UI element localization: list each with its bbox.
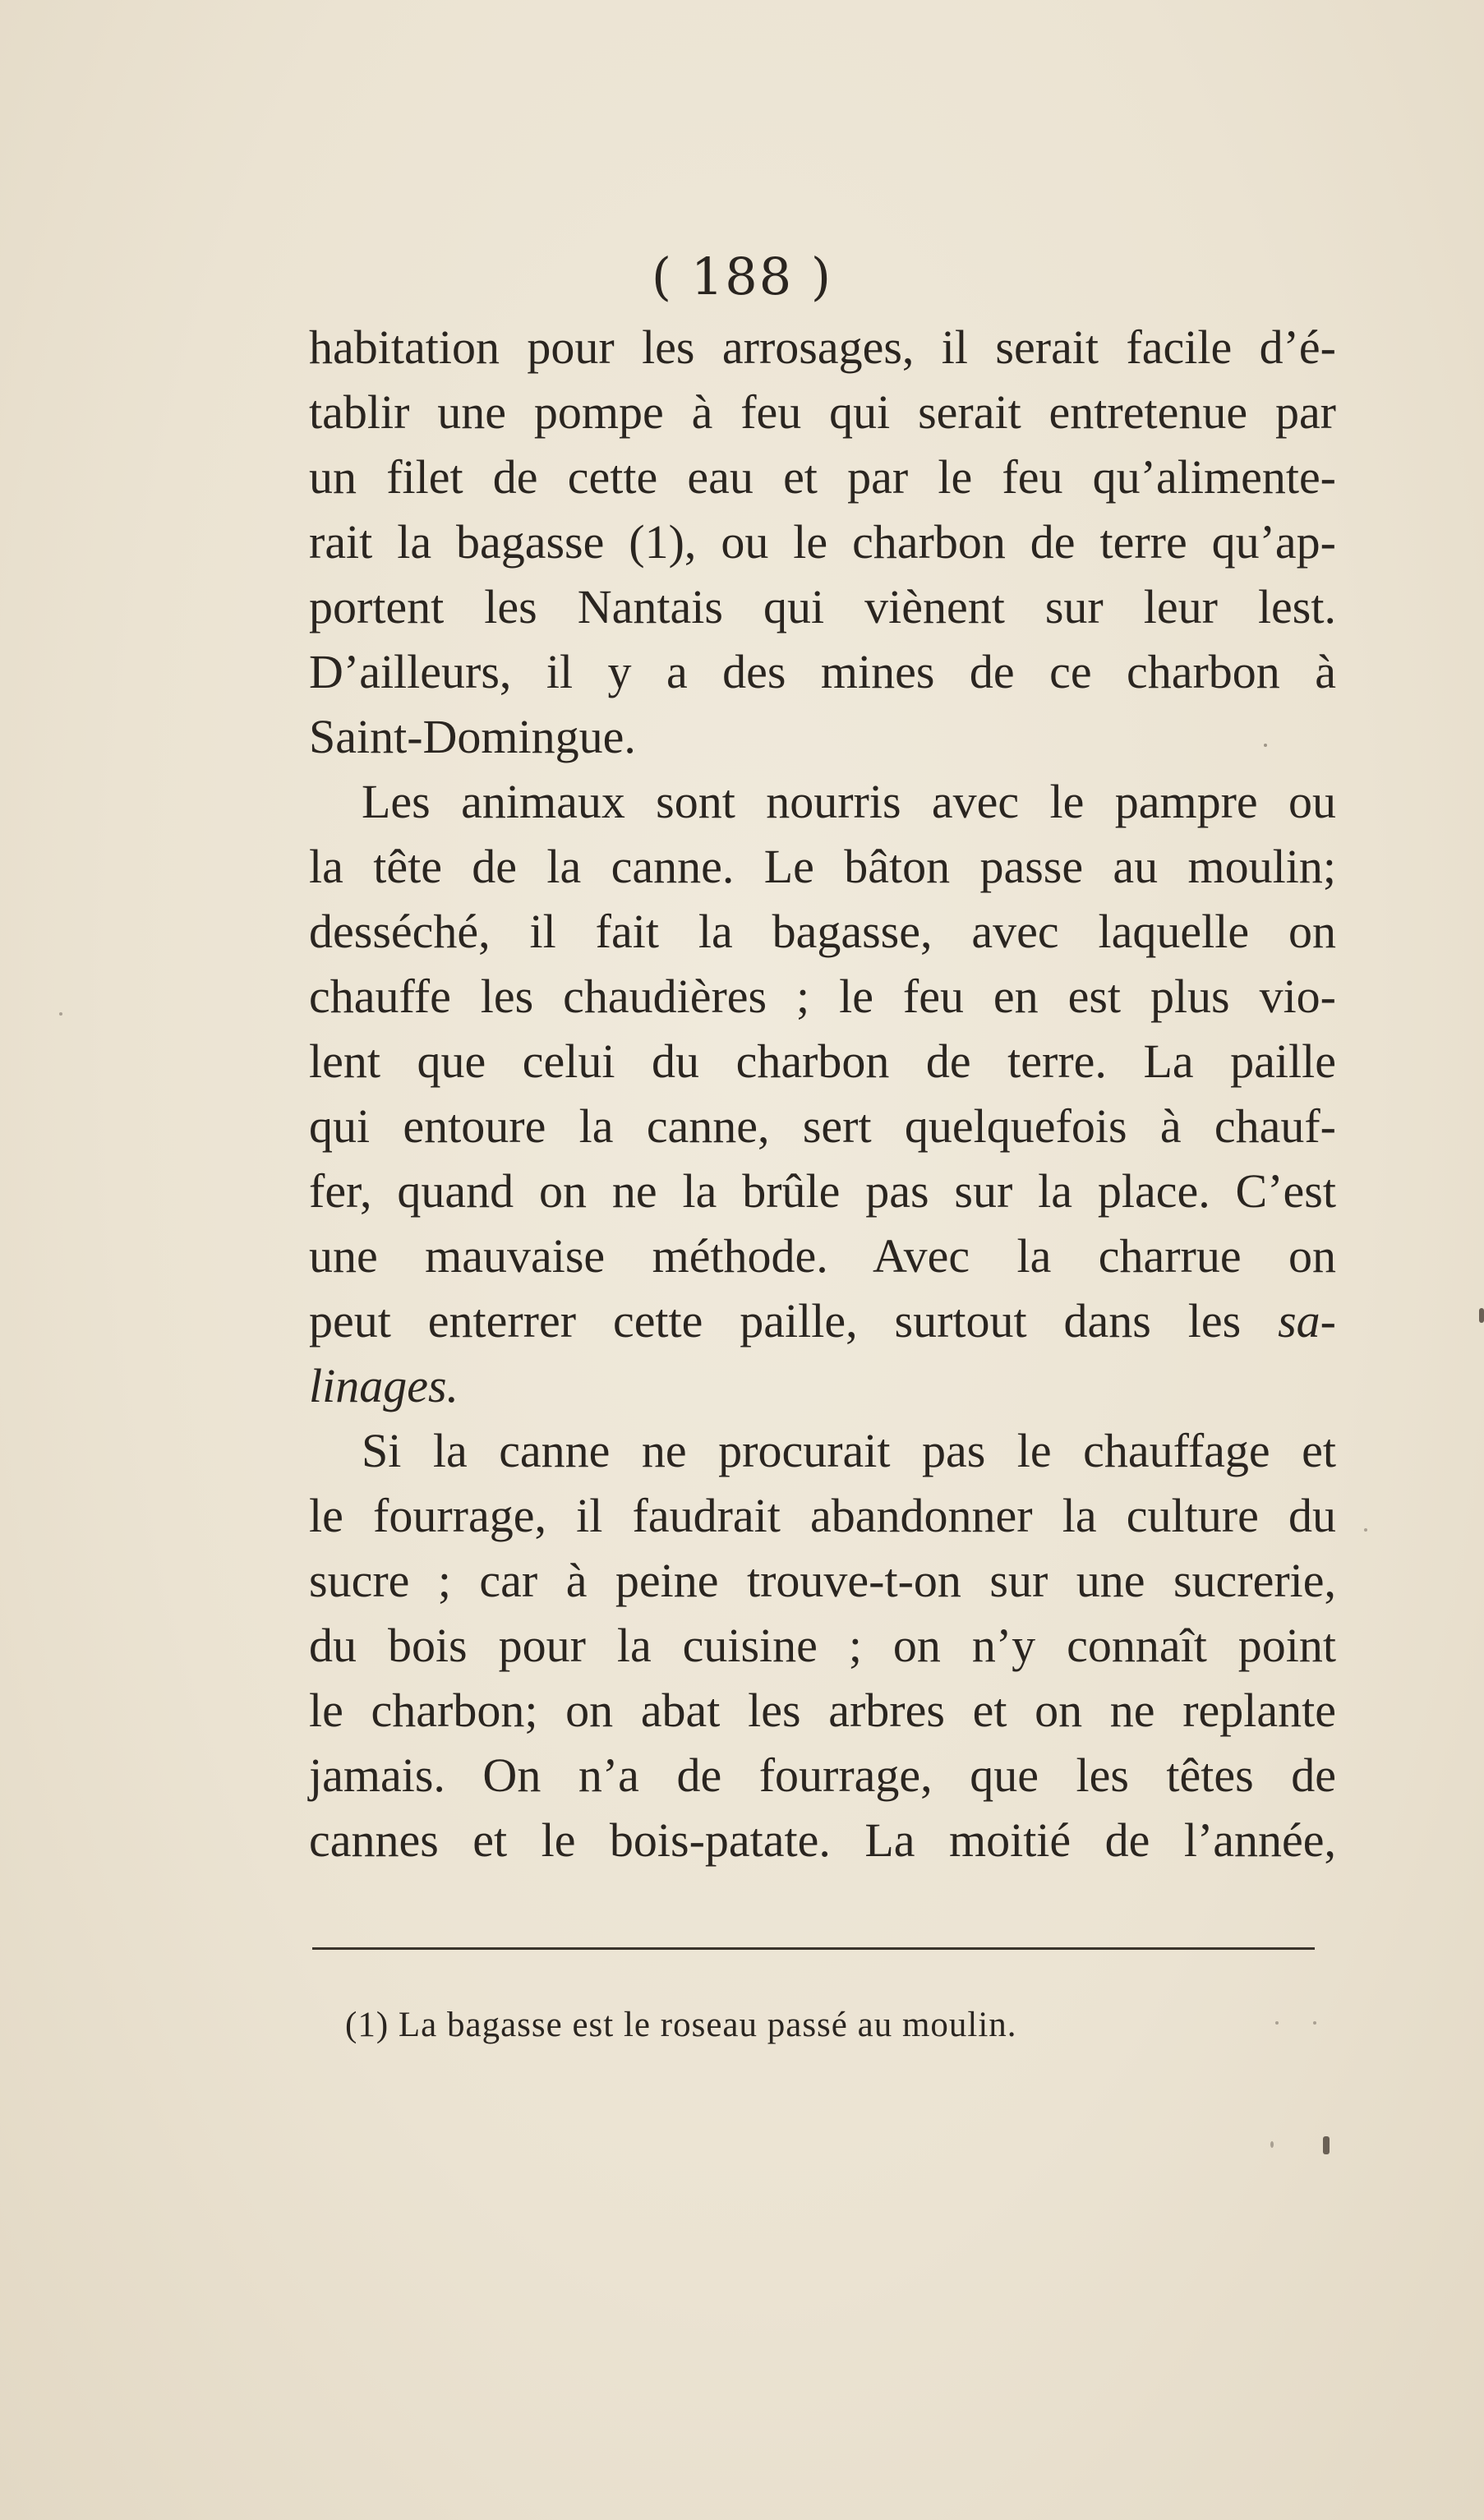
text-line: cannes et le bois-patate. La moitié de l’année,: [309, 1813, 1336, 1867]
paper-speck: [1364, 1528, 1367, 1532]
text-line: un filet de cette eau et par le feu qu’alimente-: [309, 450, 1336, 504]
paper-speck: [59, 1012, 62, 1016]
body-text: [309, 315, 1336, 1873]
paper-speck: [1270, 2141, 1274, 2148]
text-line: jamais. On n’a de fourrage, que les têtes de: [309, 1748, 1336, 1802]
text-line: le fourrage, il faudrait abandonner la culture du: [309, 1489, 1336, 1542]
paper-speck: [1275, 2021, 1279, 2025]
paper-speck: [1323, 2136, 1330, 2154]
text-line: D’ailleurs, il y a des mines de ce charbon à: [309, 645, 1336, 698]
footnote: (1) La bagasse est le roseau passé au moulin.: [345, 2006, 1017, 2044]
footnote-divider: [312, 1947, 1315, 1950]
page-number: ( 188 ): [651, 246, 833, 306]
text-line: tablir une pompe à feu qui serait entretenue par: [309, 385, 1336, 439]
text-line: chauffe les chaudières ; le feu en est plus vio-: [309, 970, 1336, 1023]
italic-word: linages.: [309, 1359, 459, 1412]
italic-word: sa-: [1278, 1294, 1336, 1348]
text-line-with-italic: [309, 1288, 1336, 1353]
text-line: Les animaux sont nourris avec le pampre ou: [362, 775, 1336, 828]
text-line: le charbon; on abat les arbres et on ne replante: [309, 1684, 1336, 1737]
paper-speck: [1313, 2021, 1316, 2025]
paper-speck: [1264, 744, 1267, 747]
text-line: qui entoure la canne, sert quelquefois à chauf-: [309, 1099, 1336, 1153]
text-line: fer, quand on ne la brûle pas sur la place. C’est: [309, 1164, 1336, 1218]
text-line: Si la canne ne procurait pas le chauffage et: [362, 1424, 1336, 1477]
text-line: rait la bagasse (1), ou le charbon de terre qu’ap-: [309, 515, 1336, 569]
text-line: portent les Nantais qui viènent sur leur lest.: [309, 580, 1336, 633]
text-line: [309, 1353, 1336, 1418]
text-line: sucre ; car à peine trouve-t-on sur une sucrerie,: [309, 1554, 1336, 1607]
paper-speck: [1479, 1308, 1484, 1323]
text-line: Saint-Domingue.: [309, 710, 636, 763]
text-line: du bois pour la cuisine ; on n’y connaît point: [309, 1619, 1336, 1672]
text-segment: peut enterrer cette paille, surtout dans les: [309, 1294, 1242, 1348]
text-line: la tête de la canne. Le bâton passe au moulin;: [309, 840, 1336, 893]
text-line: desséché, il fait la bagasse, avec laquelle on: [309, 905, 1336, 958]
text-line: lent que celui du charbon de terre. La paille: [309, 1034, 1336, 1088]
text-line: une mauvaise méthode. Avec la charrue on: [309, 1229, 1336, 1283]
text-line: habitation pour les arrosages, il serait facile d’é-: [309, 320, 1336, 374]
